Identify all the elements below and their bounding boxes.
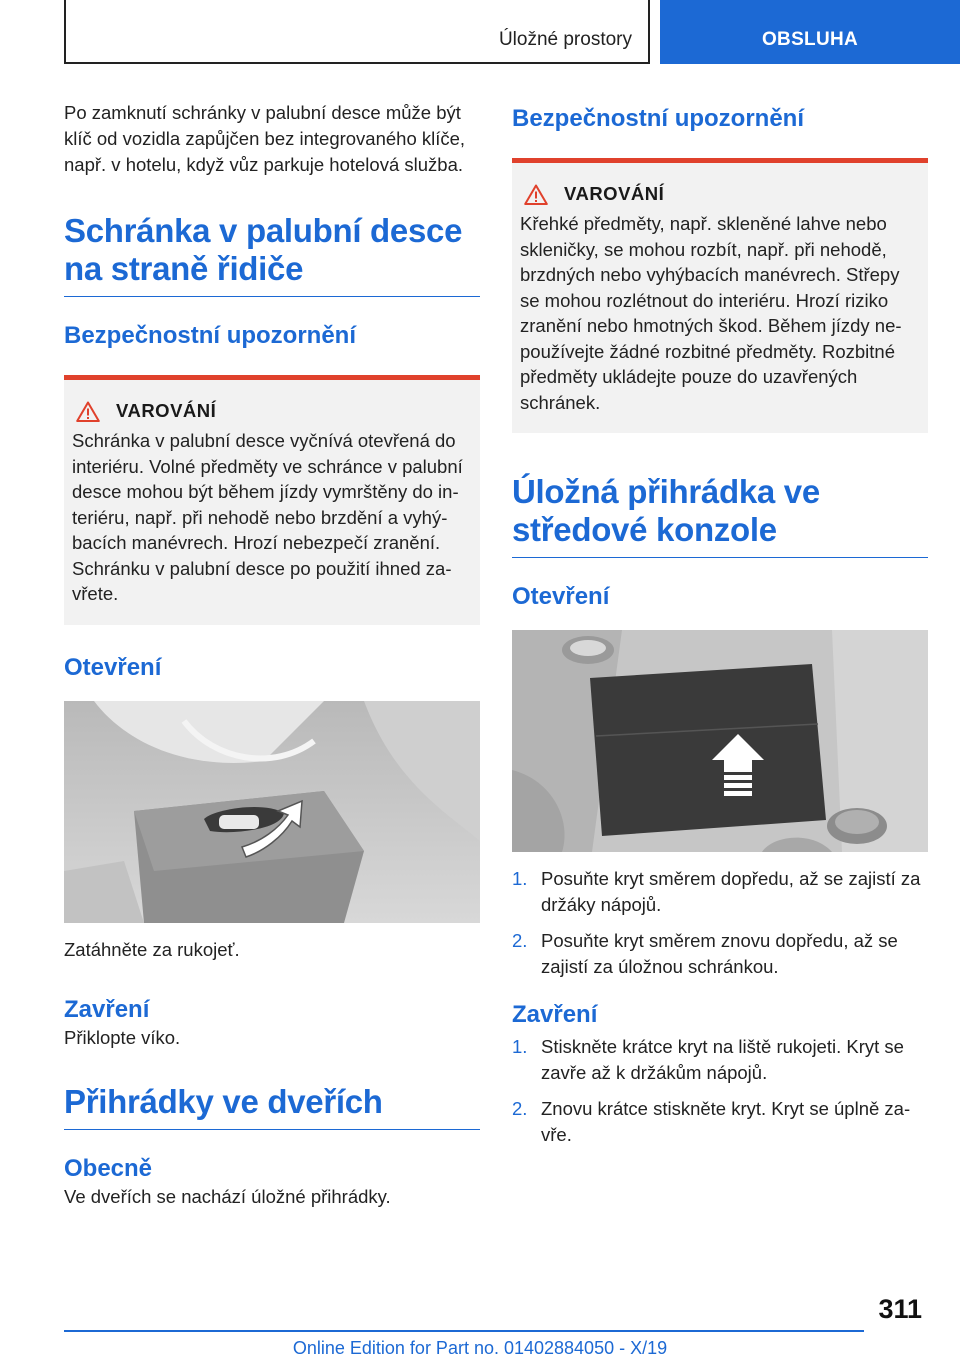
- header-section-box: [64, 0, 650, 64]
- page-header: [0, 0, 960, 66]
- list-item: [512, 1034, 928, 1086]
- open-caption: Zatáhněte za rukojeť.: [64, 938, 240, 960]
- warning-text-left: Schránka v palubní desce vyčnívá otevřená do interiéru. Volné předměty ve schránce v palubní desce mohou být během jízdy vymrštěny do interiéru, např. při nehodě nebo brzdění a vyhýbacích manévrech. Hrozí nebezpečí zranění. Schránku v palubní desce po použití ihned zavřete.: [72, 430, 463, 604]
- step-number: 1.: [512, 1036, 528, 1057]
- step-text: Posuňte kryt směrem znovu dopředu, až se zajistí za úložnou schránkou.: [541, 930, 898, 977]
- step-number: 2.: [512, 930, 528, 951]
- warning-triangle-icon: [76, 401, 100, 422]
- heading-glovebox: Schránka v palubní desce na straně řidiče: [64, 212, 463, 287]
- step-text: Znovu krátce stiskněte kryt. Kryt se úplně zavře.: [541, 1098, 911, 1145]
- warning-label: VAROVÁNÍ: [116, 400, 217, 421]
- warning-title-right: [520, 183, 920, 205]
- warning-text-right: Křehké předměty, např. skleněné lahve nebo skleničky, se mohou rozbít, např. při nehodě, brzdných nebo vyhýbacích manévrech. Střepy se mohou rozlétnout do interiéru. Hrozí riziko zranění nebo hmotných škod. Během jízdy nepoužívejte žádné rozbitné předměty. Rozbitné předměty ukládejte pouze do uzavřených schránek.: [520, 213, 902, 413]
- warning-triangle-icon: [524, 184, 548, 205]
- heading-general: Obecně: [64, 1154, 153, 1182]
- heading-close-right: Zavření: [512, 1001, 598, 1028]
- console-photo: [512, 630, 928, 852]
- footer-rule: [64, 1330, 864, 1332]
- warning-label: VAROVÁNÍ: [564, 183, 665, 204]
- heading-close-left: Zavření: [64, 995, 150, 1023]
- footer-edition: Online Edition for Part no. 01402884050 - X/19: [292, 1338, 668, 1358]
- list-item: [512, 866, 928, 918]
- glovebox-illustration: [64, 701, 480, 923]
- heading-safety-right: Bezpečnostní upozornění: [512, 105, 805, 132]
- glovebox-photo: [64, 701, 480, 923]
- header-chapter-tab: [660, 0, 960, 64]
- heading-rule: [64, 1129, 480, 1130]
- heading-rule: [64, 296, 480, 297]
- header-section-title: Úložné prostory: [498, 29, 632, 50]
- step-text: Stiskněte krátce kryt na liště rukojeti. Kryt se zavře až k držákům nápojů.: [541, 1036, 904, 1083]
- step-number: 2.: [512, 1098, 528, 1119]
- header-chapter-title: OBSLUHA: [761, 29, 859, 50]
- heading-open-right: Otevření: [512, 583, 610, 610]
- warning-title-left: [72, 400, 472, 422]
- step-text: Posuňte kryt směrem dopředu, až se zajistí za držáky nápojů.: [541, 868, 921, 915]
- warning-box-left: [64, 375, 480, 625]
- heading-open-left: Otevření: [64, 653, 162, 681]
- heading-rule: [512, 557, 928, 558]
- list-item: [512, 1096, 928, 1148]
- close-text: Přiklopte víko.: [64, 1026, 181, 1048]
- step-number: 1.: [512, 868, 528, 889]
- open-steps-list: [512, 866, 928, 980]
- heading-safety-left: Bezpečnostní upozornění: [64, 322, 357, 349]
- intro-paragraph: Po zamknutí schránky v palubní desce může být klíč od vozidla zapůjčen bez integrovaného klíče, např. v hotelu, když vůz parkuje hotelová služba.: [64, 102, 466, 175]
- heading-console: Úložná přihrádka ve středové konzole: [512, 473, 820, 548]
- general-text: Ve dveřích se nachází úložné přihrádky.: [64, 1185, 391, 1207]
- close-steps-list: [512, 1034, 928, 1148]
- heading-door: Přihrádky ve dveřích: [64, 1082, 383, 1120]
- left-column: [64, 100, 480, 1210]
- console-illustration: [512, 630, 928, 852]
- right-column: [512, 100, 928, 1158]
- page-number: 311: [878, 1294, 922, 1324]
- warning-box-right: [512, 158, 928, 433]
- list-item: [512, 928, 928, 980]
